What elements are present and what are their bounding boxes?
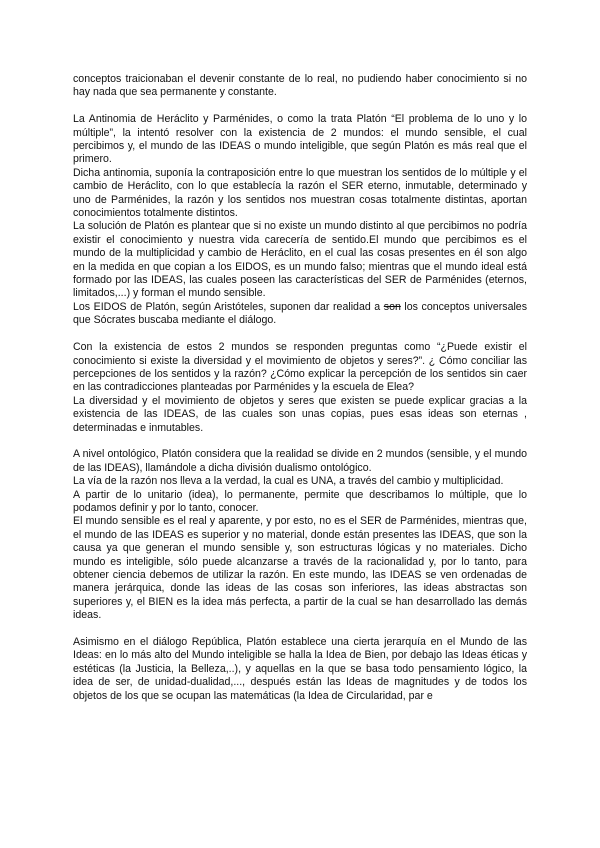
struck-word: son <box>383 300 401 313</box>
paragraph-12: Asimismo en el diálogo República, Platón establece una cierta jerarquía en el Mundo de las Ideas: en lo más alto del Mundo inteligible se halla la Idea de Bien, por debajo las Ideas éticas y estéticas (la Justicia, la Belleza,..), y aquellas en la que se basa todo pensamiento lógico, la idea de ser, de unidad-dualidad,..., después están las Ideas de magnitudes y de todos los objetos de los que se ocupan las matemáticas (la Idea de Circularidad, par e <box>73 636 527 702</box>
document-body <box>73 73 527 703</box>
paragraph-5 <box>73 301 527 328</box>
paragraph-9: La vía de la razón nos lleva a la verdad, la cual es UNA, a través del cambio y multiplicidad. <box>73 475 504 488</box>
paragraph-4: La solución de Platón es plantear que si no existe un mundo distinto al que percibimos no podría existir el conocimiento y nuestra vida carecería de sentido.El mundo que percibimos es el mundo de la multiplicidad y cambio de Heráclito, en el cual las cosas presentes en él son algo en la medida en que copian a los EIDOS, es un mundo falso; mientras que el mundo ideal está formado por las IDEAS, las cuales poseen las características del SER de Parménides (eternos, limitados,...) y forman el mundo sensible. <box>73 220 527 300</box>
paragraph-3: Dicha antinomia, suponía la contraposición entre lo que muestran los sentidos de lo múltiple y el cambio de Heráclito, con lo que establecía la razón el SER eterno, inmutable, determinado y uno de Parménides, la razón y los sentidos nos muestran cosas totalmente distintas, aportan conocimientos totalmente distintos. <box>73 166 527 220</box>
paragraph-gap <box>73 100 527 113</box>
paragraph-5-start: Los EIDOS de Platón, según Aristóteles, suponen dar realidad a <box>73 300 384 313</box>
paragraph-7: La diversidad y el movimiento de objetos y seres que existen se puede explicar gracias a la existencia de las IDEAS, de las cuales son unas copias, pues esas ideas son eternas , determinadas e inmutables. <box>73 394 527 434</box>
paragraph-gap <box>73 328 527 341</box>
paragraph-10: A partir de lo unitario (idea), lo permanente, permite que describamos lo múltiple, que lo podamos definir y por lo tanto, conocer. <box>73 488 527 514</box>
paragraph-6: Con la existencia de estos 2 mundos se responden preguntas como “¿Puede existir el conocimiento si existe la diversidad y el movimiento de objetos y seres?”. ¿ Cómo conciliar las percepciones de los sentidos y la razón? ¿Cómo explicar la percepción de los sentidos sin caer en las contradicciones planteadas por Parménides y la escuela de Elea? <box>73 341 527 394</box>
paragraph-11: El mundo sensible es el real y aparente, y por esto, no es el SER de Parménides, mientras que, el mundo de las IDEAS es superior y no material, donde están presentes las IDEAS, que son la causa ya que generan el mundo sensible y, son estructuras lógicas y no materiales. Dicho mundo es inteligible, sólo puede alcanzarse a través de la racionalidad y, por lo tanto, para obtener ciencia debemos de utilizar la razón. En este mundo, las IDEAS se ven ordenadas de manera jerárquica, donde las ideas de las cosas son inferiores, las ideas abstractas son superiores y, el BIEN es la idea más perfecta, a partir de la cual se han desarrollado las demás ideas. <box>73 515 527 622</box>
paragraph-gap <box>73 435 527 448</box>
paragraph-gap <box>73 623 527 636</box>
paragraph-2: La Antinomia de Heráclito y Parménides, o como la trata Platón “El problema de lo uno y lo múltiple”, la intentó resolver con la existencia de 2 mundos: el mundo sensible, el cual percibimos y, el mundo de las IDEAS o mundo inteligible, que según Platón es más real que el primero. <box>73 113 527 166</box>
paragraph-8: A nivel ontológico, Platón considera que la realidad se divide en 2 mundos (sensible, y el mundo de las IDEAS), llamándole a dicha división dualismo ontológico. <box>73 448 527 474</box>
paragraph-5-end: los conceptos universales que Sócrates buscaba mediante el diálogo. <box>73 300 527 327</box>
paragraph-1: conceptos traicionaban el devenir constante de lo real, no pudiendo haber conocimiento si no hay nada que sea permanente y constante. <box>73 73 527 99</box>
